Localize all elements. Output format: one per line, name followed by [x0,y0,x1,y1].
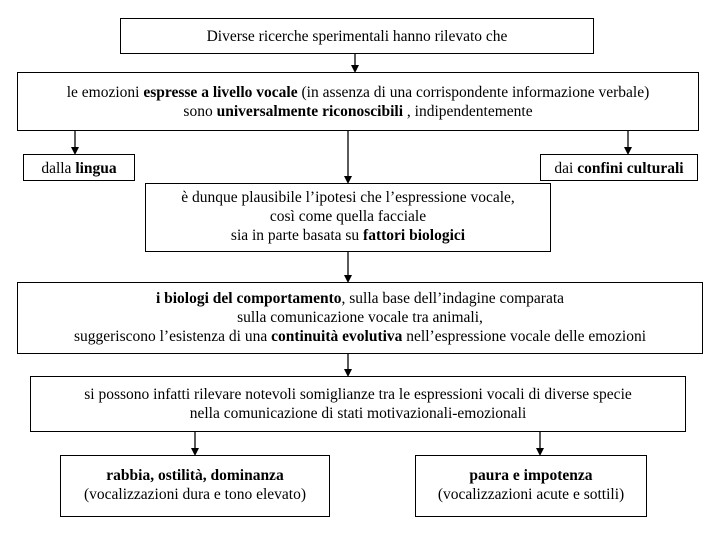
paura-title: paura e impotenza [469,467,593,484]
box-ipotesi [145,183,551,252]
biologi-line-1: i biologi del comportamento, sulla base dell’indagine comparata [155,290,565,307]
ipotesi-line-2: così come quella facciale [269,208,427,225]
ipotesi-line-1: è dunque plausibile l’ipotesi che l’espressione vocale, [181,189,515,206]
box-lingua [23,154,135,181]
biologi-line-2: sulla comunicazione vocale tra animali, [237,309,483,326]
box-paura [415,455,647,517]
biologi-line-3: suggeriscono l’esistenza di una continuità evolutiva nell’espressione vocale delle emozioni [73,328,647,345]
somiglianze-line-1: si possono infatti rilevare notevoli somiglianze tra le espressioni vocali di diverse specie [84,386,632,403]
intro-text: Diverse ricerche sperimentali hanno rilevato che [206,28,508,45]
box-somiglianze [30,376,686,432]
confini-text: dai confini culturali [554,160,684,177]
lingua-text: dalla lingua [41,160,117,177]
box-rabbia [60,455,330,517]
rabbia-title: rabbia, ostilità, dominanza [106,467,284,484]
ipotesi-line-3: sia in parte basata su fattori biologici [230,227,466,244]
emozioni-line-2: sono universalmente riconoscibili , indipendentemente [183,103,533,120]
paura-detail: (vocalizzazioni acute e sottili) [437,486,625,503]
somiglianze-line-2: nella comunicazione di stati motivazionali-emozionali [189,405,527,422]
box-biologi [17,282,703,354]
box-intro [120,18,594,54]
emozioni-line-1: le emozioni espresse a livello vocale (in assenza di una corrispondente informazione verbale) [66,84,650,101]
box-emozioni [17,72,699,131]
rabbia-detail: (vocalizzazioni dura e tono elevato) [83,486,307,503]
box-confini-culturali [540,154,698,181]
